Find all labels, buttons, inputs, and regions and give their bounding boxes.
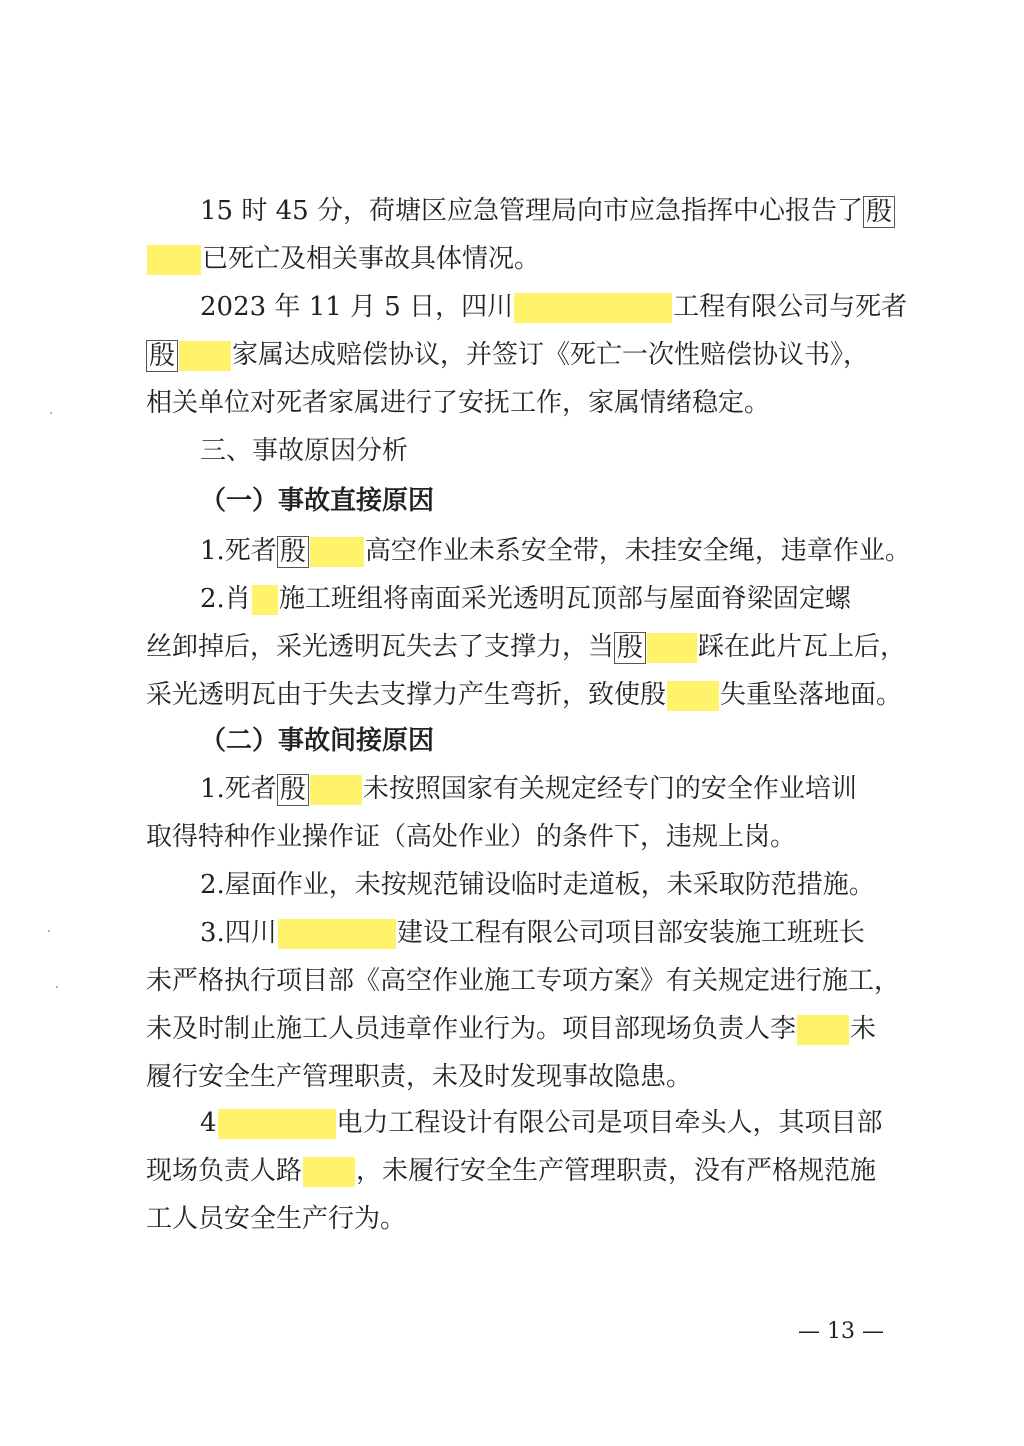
text-line <box>146 1202 906 1236</box>
text-run: 家属达成赔偿协议，并签订《死亡一次性赔偿协议书》， <box>232 340 870 370</box>
text-line <box>146 1154 906 1188</box>
text-run: 已死亡及相关事故具体情况。 <box>202 244 541 274</box>
text-run: 未按照国家有关规定经专门的安全作业培训 <box>362 774 857 804</box>
text-run: 高空作业未系安全带，未挂安全绳，违章作业。 <box>364 536 911 566</box>
text-run: 2023 年 11 月 5 日，四川 <box>200 292 514 322</box>
redaction-highlight <box>310 537 364 567</box>
text-run: 3.四川 <box>200 918 277 948</box>
text-line <box>200 868 906 902</box>
text-run: 三、事故原因分析 <box>200 436 409 466</box>
redaction-highlight <box>218 1109 336 1139</box>
text-line <box>200 534 911 568</box>
text-line <box>200 582 906 616</box>
text-run: ，未履行安全生产管理职责，没有严格规范施 <box>356 1156 877 1186</box>
text-run: 2.肖 <box>200 584 251 614</box>
text-run: 电力工程设计有限公司是项目牵头人，其项目部 <box>336 1108 883 1138</box>
redaction-highlight <box>514 293 672 323</box>
text-run: 1.死者 <box>200 774 277 804</box>
scan-speck <box>56 986 58 988</box>
subsection-heading <box>200 724 906 758</box>
boxed-name: 殷 <box>277 536 309 568</box>
text-line <box>200 916 906 950</box>
scan-speck <box>50 412 52 414</box>
text-run: 工人员安全生产行为。 <box>146 1204 407 1234</box>
text-run: 丝卸掉后，采光透明瓦失去了支撑力，当 <box>146 632 615 662</box>
text-run: 取得特种作业操作证（高处作业）的条件下，违规上岗。 <box>146 822 797 852</box>
subsection-heading <box>200 484 906 518</box>
text-run: 采光透明瓦由于失去支撑力产生弯折，致使殷 <box>146 680 667 710</box>
text-run: 工程有限公司与死者 <box>673 292 908 322</box>
text-run: （二）事故间接原因 <box>200 726 435 756</box>
redaction-highlight <box>667 681 719 711</box>
boxed-name: 殷 <box>614 632 646 664</box>
text-run: 未严格执行项目部《高空作业施工专项方案》有关规定进行施工， <box>146 966 901 996</box>
redaction-highlight <box>147 245 201 275</box>
text-line <box>146 964 906 998</box>
redaction-highlight <box>797 1015 849 1045</box>
text-run: 建设工程有限公司项目部安装施工班班长 <box>396 918 865 948</box>
scan-speck <box>48 930 50 932</box>
redaction-highlight <box>179 341 231 371</box>
text-run: 现场负责人路 <box>146 1156 303 1186</box>
text-line <box>146 1060 906 1094</box>
text-line <box>200 772 906 806</box>
text-run: 2.屋面作业，未按规范铺设临时走道板，未采取防范措施。 <box>200 870 875 900</box>
text-run: （一）事故直接原因 <box>200 486 435 516</box>
text-run: 相关单位对死者家属进行了安抚工作，家属情绪稳定。 <box>146 388 771 418</box>
text-run: 1.死者 <box>200 536 277 566</box>
text-line <box>200 290 906 324</box>
text-run: 未及时制止施工人员违章作业行为。项目部现场负责人李 <box>146 1014 797 1044</box>
text-line <box>146 1012 906 1046</box>
redaction-highlight <box>278 919 396 949</box>
text-line <box>146 678 906 712</box>
text-line <box>200 194 906 228</box>
redaction-highlight <box>310 775 362 805</box>
text-line <box>146 630 906 664</box>
text-line <box>146 338 906 372</box>
text-run: 未 <box>850 1014 877 1044</box>
section-heading <box>200 434 906 468</box>
text-run: 4 <box>200 1108 217 1138</box>
page-number: — 13 — <box>798 1319 884 1344</box>
text-line <box>146 242 906 276</box>
text-line <box>146 386 906 420</box>
redaction-highlight <box>303 1157 355 1187</box>
redaction-highlight <box>252 585 278 615</box>
text-run: 失重坠落地面。 <box>720 680 903 710</box>
text-run: 履行安全生产管理职责，未及时发现事故隐患。 <box>146 1062 693 1092</box>
text-run: 施工班组将南面采光透明瓦顶部与屋面脊梁固定螺 <box>278 584 851 614</box>
boxed-name: 殷 <box>277 774 309 806</box>
text-run: 踩在此片瓦上后， <box>698 632 907 662</box>
redaction-highlight <box>647 633 697 663</box>
boxed-name: 殷 <box>146 340 178 372</box>
boxed-name: 殷 <box>863 196 895 228</box>
text-run: 15 时 45 分，荷塘区应急管理局向市应急指挥中心报告了 <box>200 196 863 226</box>
text-line <box>200 1106 906 1140</box>
text-line <box>146 820 906 854</box>
